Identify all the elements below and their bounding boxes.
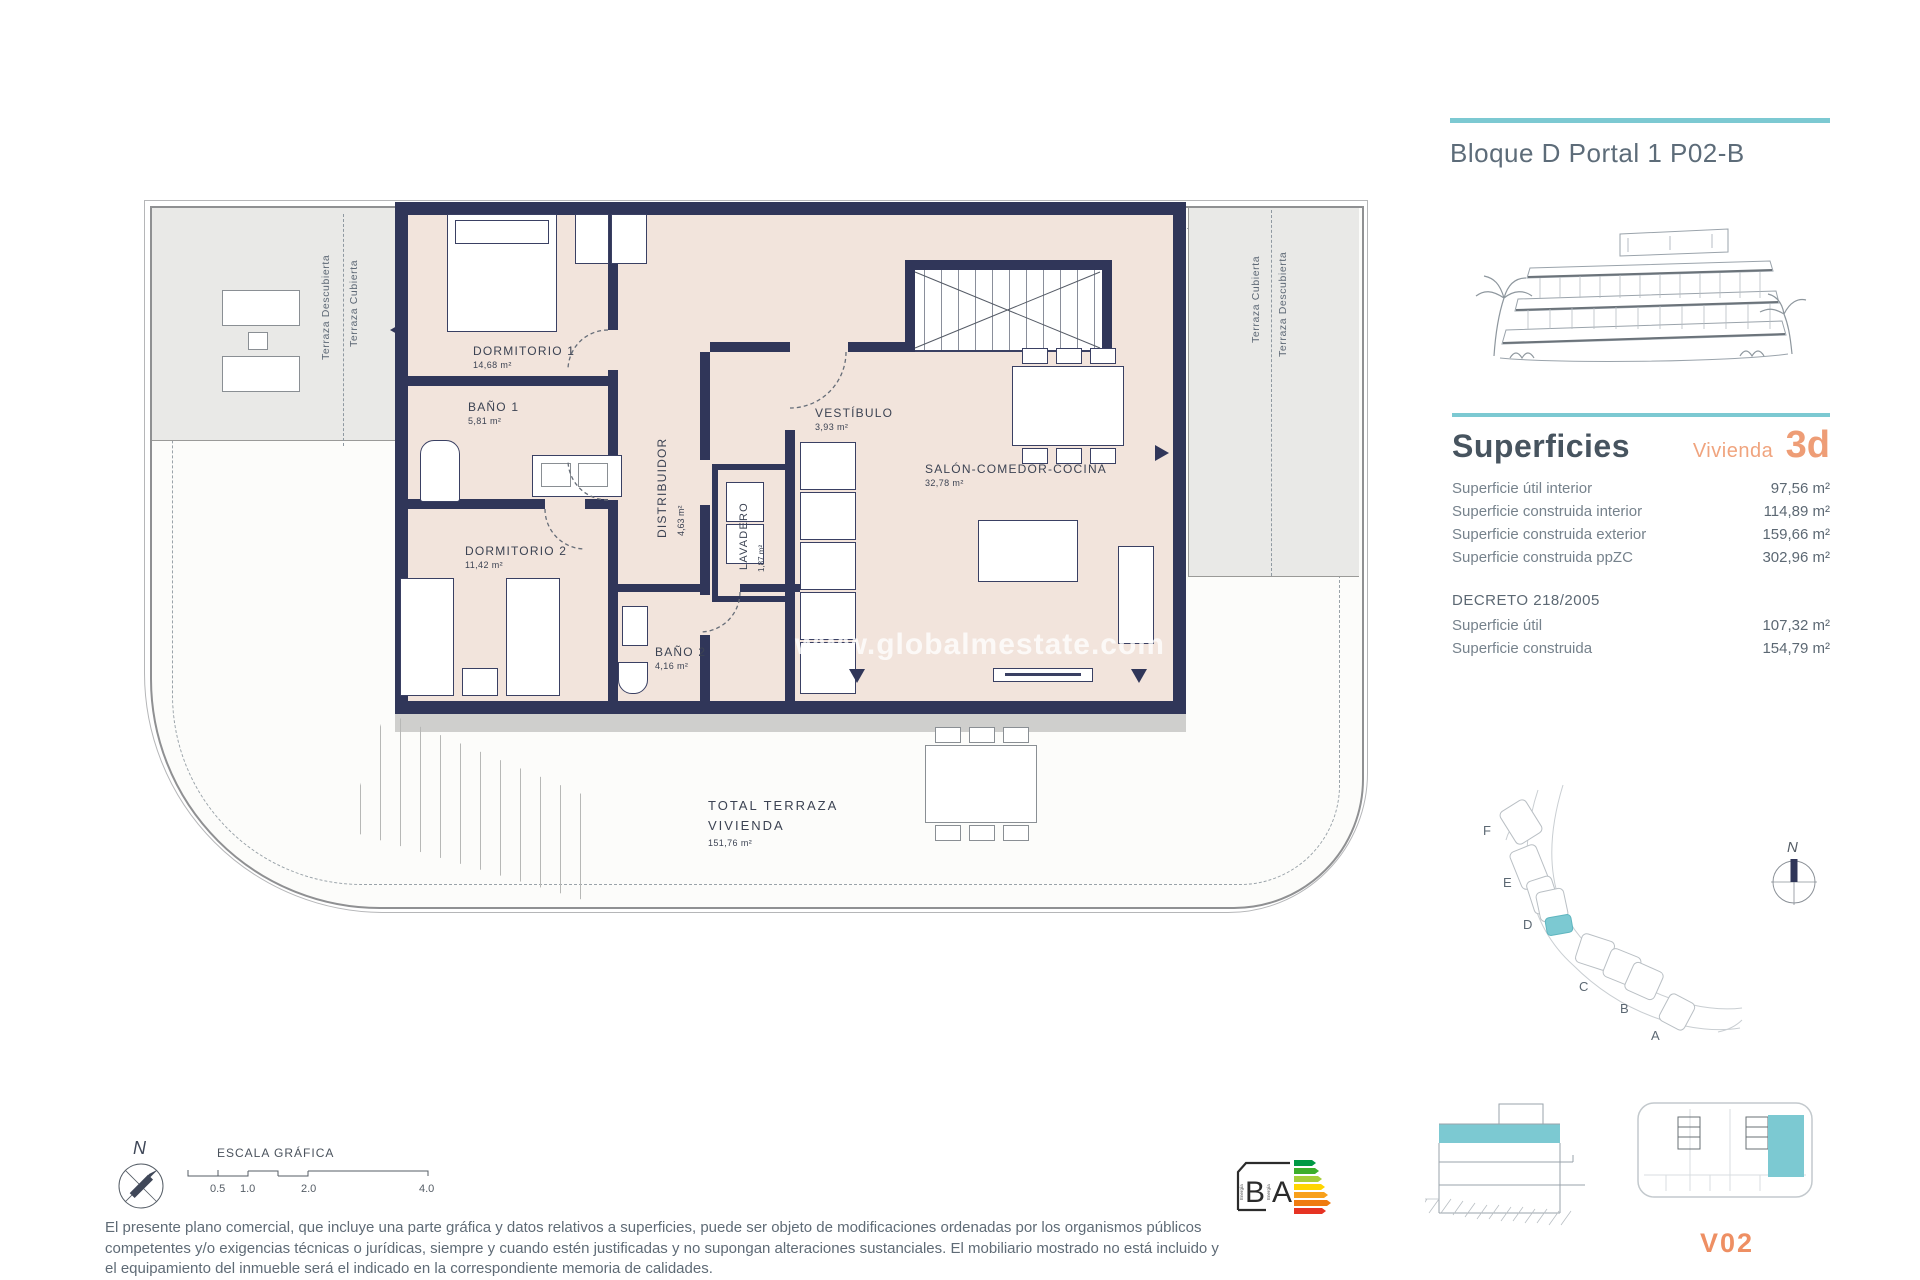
view-arrow-left — [390, 322, 404, 338]
scale-tick: 2.0 — [301, 1183, 317, 1195]
site-block-label: C — [1579, 979, 1589, 994]
terrace-label-left-1: Terraza Descubierta — [320, 254, 332, 360]
energy-letter-b: B — [1245, 1176, 1266, 1209]
superficie-row: Superficie útil 107,32 m² — [1452, 617, 1830, 634]
superficie-row: Superficie construida interior 114,89 m² — [1452, 503, 1830, 520]
room-label-salon: SALÓN-COMEDOR-COCINA 32,78 m² — [925, 462, 1108, 488]
superficie-row: Superficie construida 154,79 m² — [1452, 640, 1830, 657]
elevation-key — [1425, 1095, 1605, 1230]
energy-small-label: Energía — [1239, 1184, 1244, 1200]
scale-tick: 0.5 — [210, 1183, 226, 1195]
superficies-header — [1452, 424, 1830, 467]
superficie-row: Superficie útil interior 97,56 m² — [1452, 480, 1830, 497]
disclaimer: El presente plano comercial, que incluye una parte gráfica y datos relativos a superficies, puede ser objeto de modificaciones ordenadas por los organismos públicos competentes y/o exigencias técnicas o jurídicas, siempre y cuando estén justificadas y no supongan alteraciones sustanciales. El mobiliario mostrado no está incluido y el equipamiento del inmueble será el indicado en la correspondiente memoria de calidades. — [105, 1219, 1219, 1278]
room-label-vestibulo: VESTÍBULO 3,93 m² — [815, 406, 894, 432]
energy-letter-a: A — [1272, 1176, 1293, 1209]
highlight-unit — [1768, 1115, 1804, 1177]
floor-key — [1630, 1095, 1820, 1210]
room-label-lavadero: LAVADERO — [738, 502, 750, 570]
compass-n: N — [133, 1138, 146, 1158]
site-block-label: A — [1651, 1028, 1660, 1043]
superficies-rule — [1452, 413, 1830, 417]
view-arrow-down — [849, 669, 865, 683]
terrace-label-left-2: Terraza Cubierta — [348, 259, 360, 347]
site-block-label: D — [1523, 917, 1533, 932]
scale-bar — [185, 1162, 445, 1196]
energy-rating-icon — [1232, 1156, 1336, 1220]
room-label-distribuidor: DISTRIBUIDOR — [655, 437, 669, 538]
decreto-heading: DECRETO 218/2005 — [1452, 592, 1600, 609]
door-arc — [700, 592, 740, 632]
superficies-heading: Superficies — [1452, 428, 1631, 464]
terrace-label-right-2: Terraza Descubierta — [1277, 251, 1289, 357]
scale-tick: 1.0 — [240, 1183, 256, 1195]
scale-tick: 4.0 — [419, 1183, 435, 1195]
energy-bars — [1294, 1160, 1331, 1214]
door-arc — [545, 509, 585, 549]
highlight-floor — [1439, 1124, 1560, 1143]
info-panel — [1450, 0, 1830, 1280]
room-label-bano2: BAÑO 2 4,16 m² — [655, 645, 707, 671]
vivienda-label: Vivienda — [1692, 440, 1774, 462]
unit-code: V02 — [1700, 1228, 1755, 1258]
view-arrow-down — [1131, 669, 1147, 683]
view-arrow-right — [1155, 445, 1169, 461]
room-label-dormitorio1: DORMITORIO 1 14,68 m² — [473, 344, 576, 370]
superficie-row: Superficie construida ppZC 302,96 m² — [1452, 549, 1830, 566]
superficie-row: Superficie construida exterior 159,66 m² — [1452, 526, 1830, 543]
decreto-block — [1452, 592, 1830, 663]
room-area-distribuidor: 4,63 m² — [676, 505, 686, 536]
building-illustration — [1470, 198, 1815, 403]
terrace-label-right-1: Terraza Cubierta — [1250, 255, 1262, 343]
watermark: www.globalmestate.com — [795, 628, 1165, 661]
door-arc — [568, 460, 608, 500]
superficies-rows — [1452, 480, 1830, 572]
title-rule — [1450, 118, 1830, 123]
site-block-label: B — [1620, 1001, 1629, 1016]
terrace-total-label: TOTAL TERRAZA VIVIENDA 151,76 m² — [708, 798, 839, 848]
site-compass — [1771, 839, 1817, 905]
site-block-label: E — [1503, 875, 1512, 890]
scale-compass — [105, 1136, 180, 1216]
room-area-lavadero: 1,87 m² — [757, 544, 766, 572]
site-block-d-highlight — [1545, 914, 1574, 936]
compass-n: N — [1787, 839, 1798, 856]
scale-title: ESCALA GRÁFICA — [217, 1146, 335, 1160]
room-label-bano1: BAÑO 1 5,81 m² — [468, 400, 520, 426]
vivienda-value: 3d — [1785, 424, 1830, 466]
site-plan — [1478, 770, 1823, 1060]
energy-small-label-2: Energía — [1266, 1184, 1271, 1200]
site-block-label: F — [1483, 823, 1491, 838]
door-arc — [790, 352, 846, 408]
page-title: Bloque D Portal 1 P02-B — [1450, 138, 1745, 168]
room-label-dormitorio2: DORMITORIO 2 11,42 m² — [465, 544, 568, 570]
